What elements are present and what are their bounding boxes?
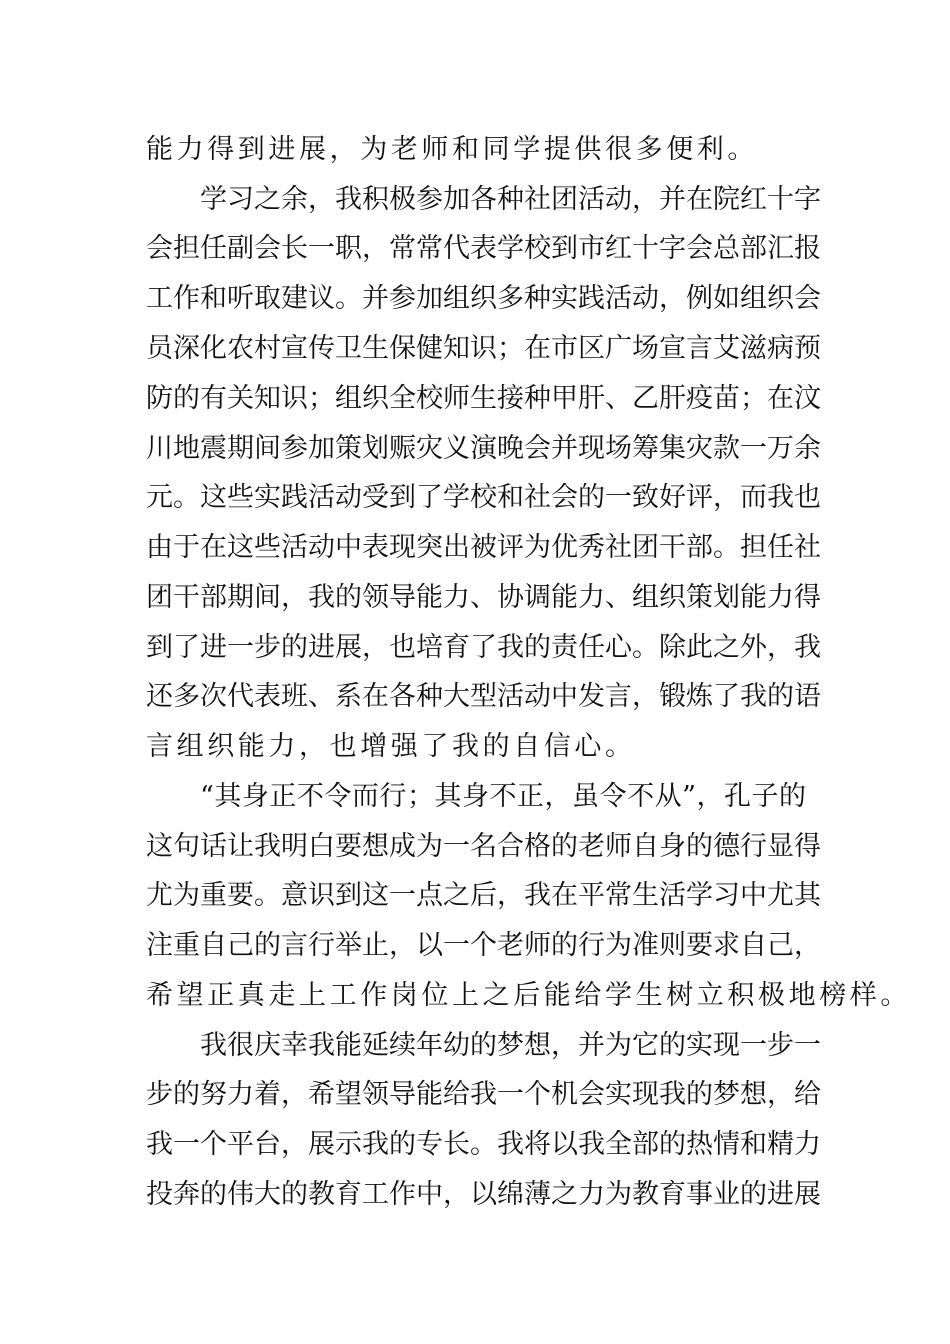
- text-line: 团干部期间，我的领导能力、协调能力、组织策划能力得: [146, 582, 821, 613]
- text-line: 能力得到进展，为老师和同学提供很多便利。: [146, 134, 758, 165]
- text-line: 我一个平台，展示我的专长。我将以我全部的热情和精力: [146, 1129, 821, 1160]
- text-line: 尤为重要。意识到这一点之后，我在平常生活学习中尤其: [146, 880, 821, 911]
- paragraph-first-line: “其身正不令而行；其身不正，虽令不从”，孔子的: [200, 781, 806, 812]
- text-line: 投奔的伟大的教育工作中，以绵薄之力为教育事业的进展: [146, 1179, 821, 1210]
- text-line: 到了进一步的进展，也培育了我的责任心。除此之外，我: [146, 632, 821, 663]
- text-line: 工作和听取建议。并参加组织多种实践活动，例如组织会: [146, 283, 821, 314]
- text-line: 希望正真走上工作岗位上之后能给学生树立积极地榜样。: [146, 980, 911, 1011]
- text-line: 步的努力着，希望领导能给我一个机会实现我的梦想，给: [146, 1079, 821, 1110]
- text-line: 防的有关知识；组织全校师生接种甲肝、乙肝疫苗；在汶: [146, 383, 821, 414]
- text-line: 注重自己的言行举止，以一个老师的行为准则要求自己，: [146, 930, 821, 961]
- text-line: 由于在这些活动中表现突出被评为优秀社团干部。担任社: [146, 532, 821, 563]
- text-line: 员深化农村宣传卫生保健知识；在市区广场宣言艾滋病预: [146, 333, 821, 364]
- text-line: 还多次代表班、系在各种大型活动中发言，锻炼了我的语: [146, 681, 821, 712]
- text-line: 这句话让我明白要想成为一名合格的老师自身的德行显得: [146, 831, 821, 862]
- paragraph-first-line: 学习之余，我积极参加各种社团活动，并在院红十字: [200, 184, 821, 215]
- text-line: 言组织能力，也增强了我的自信心。: [146, 731, 636, 762]
- text-line: 川地震期间参加策划赈灾义演晚会并现场筹集灾款一万余: [146, 433, 821, 464]
- text-line: 会担任副会长一职，常常代表学校到市红十字会总部汇报: [146, 233, 821, 264]
- paragraph-first-line: 我很庆幸我能延续年幼的梦想，并为它的实现一步一: [200, 1030, 821, 1061]
- text-line: 元。这些实践活动受到了学校和社会的一致好评，而我也: [146, 482, 821, 513]
